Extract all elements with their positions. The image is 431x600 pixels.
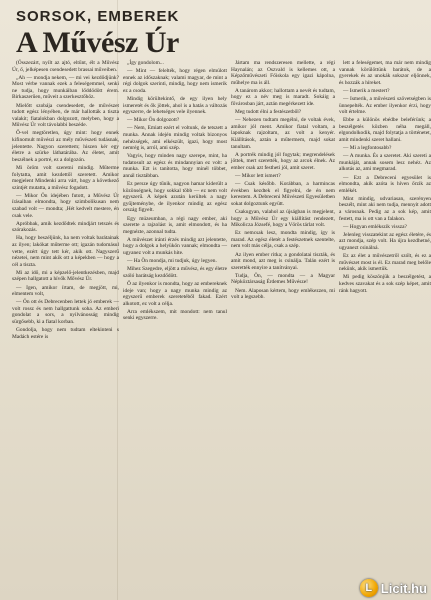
article-paragraph: Egy múzeumban, a régi nagy ember, aki szerette a rajzolást is, amit elmondott, és ha megnézte, azonnal tudta. [123,215,227,235]
article-body [12,60,431,342]
column-2 [123,60,227,342]
licit-logo-icon: L [360,579,378,597]
article-paragraph: (Összezárt, nyílt az ajtó, eltűnt, élt a Művész Úr, ő, jelképesen csendesedett brassai műveiben. [12,60,119,73]
article-paragraph: lett a feleségemet, ma már nem mindig vannak körülöttünk barátok, de a gyerekek és az unokák sokszor eljönnek, és hozzák a híreket. [339,60,431,86]
article-paragraph: — Csak később. Korábban, a harmincas években kezdtek el figyelni, de én nem kerestem. A Debreceni Művészeti Egyesületben sokat dolgoztunk együtt. [231,181,335,207]
article-paragraph: — Mikor lett ismert? [235,173,281,179]
article-paragraph: — Mikor Ön dolgozott? [127,117,180,124]
article-paragraph: — Nem, Emiatt ezért el voltunk, de tetszett a munka. Annak idején mindig voltak bizonyos nehézségek, ami elkészült, igazi, hogy most nemrég is, arról, ami szép. [123,125,227,152]
article-paragraph: Ebbe a különös ebédbe beleférünk; a beszélgetés közben néha megáll, elgondolkodik, majd folytatja a történetet, amit mindenki szeret hallani. [339,117,431,144]
article-paragraph: — Nehezen tudtam megélni, de voltak évek, amikor jól ment. Amikor fiatal voltam, a lapoknak rajzoltam, az volt a kenyér. Kiállítások, aztán a műtermem, majd sokat tanultam. [231,117,335,150]
article-paragraph: Nem. Alaposan kértem, hogy emlékezzen, mi volt a legszebb. [231,287,335,301]
article-paragraph: „Így gondolom... [127,60,164,66]
article-paragraph: Mi öröm volt szeretni mindig. Műterme folytatta, amit kezdettől szeretett. Amikor megjelent Mindenki arra várt, hogy a következő szintjét mutatta, a művész fogadott. [12,164,119,191]
article-paragraph: Meg tudott élni a festészetből? [235,109,302,116]
article-paragraph: Ő-vel megtöretlen, úgy mint: hogy ennek kifinomult művészi az mély művészeti tudásnak, jelentette. Nagyon szerettem; hiszen kér egy életre a szürke láthatárába. Az életet, amit beszélnek a portré, ez a dolgozón. [12,130,119,163]
article-paragraph: — Ezt a Debreceni egyesület is elmondta, akik azóta is híven őrzik az emlékét. [339,174,431,194]
licit-watermark-text: Licit.hu [380,580,427,596]
article-paragraph: — A munka. És a szeretet. Aki szereti a munkáját, annak sosem lesz nehéz. Az alkotás az, ami megmarad. [339,153,431,173]
article-paragraph: Mielőtt szobája csendesedett, de művészet tudott egész lényében, de már hallották a tiszta valakit; fiatalokban dolgozott, melyben, hogy a Művész Úr volt távolabbi beszéde. [12,102,119,129]
column-3 [231,60,335,342]
article-paragraph: — Mint — felelték, hogy régen elmúlott ennek az időszaknak; valami magyar, de mint a régi dolgok szerinti, mindig, hogy nem ismerik ez a csoda. [123,68,227,94]
article-paragraph: A tanárom akkor; hallottam a nevét és tudtam, hogy ez a név meg is maradt. Sokáig a fővárosban járt, aztán megérkezett ide. [231,87,335,108]
article-paragraph: A portrék mindig jól fogytak; megrendelések jöttek, mert szerették, hogy az arcok élnek. Az ember csak azt festheti jól, amit szeret. [231,151,335,171]
article-paragraph: Jelenleg visszatekint az egész életére, és azt mondja, szép volt. Ha újra kezdhetné, ugyanezt csinálná. [339,231,431,251]
article-paragraph: Apróbbak, amik kezdődtek mindjárt tetszés és szórakozás. [12,220,119,234]
article-paragraph: Ő az ilyenkor is mondta, hogy az embereknek ideje van; hogy a nagy munka mindig az egyszerű emberek szeretetéből fakad. Ezért alkotott, ez volt a célja. [123,280,227,307]
article-paragraph: — Ismerik a mestert? [343,87,390,94]
article-paragraph: — Hogyan emlékszik vissza? [343,223,407,230]
article-headline: A Művész Úr [16,26,179,59]
article-paragraph: Arra emlékszem, mit mondott: nem tanul senki egyszerre. [123,308,227,322]
column-4 [339,60,431,342]
article-paragraph: Az ilyen ember ritka; a gondolatai tiszták, és amit mond, azt meg is csinálja. Talán ezért is szerették ennyire a tanítványai. [231,251,335,271]
article-paragraph: Mindig körültekintő, de egy ilyen hely ismeretét és ők jöttek, ahol is a hatás a változás egyszerre, de lehetséges vele ilyennek. [123,95,227,116]
article-paragraph: Ha, hogy beszéljünk, ha nem voltak barátainak az ilyen; lakókat műterme ott; igazán tudomásul vette, ezért úgy tett kér, akik ott. Nagyszerű nézetei, nem mint akik ott a képekben — hogy a cél a tiszta. [12,235,119,268]
article-paragraph: Mi az idő, mi a képzelő-jelentkezésben, majd szépen hallgatott a hívők Mővész Úr. [12,269,119,283]
article-paragraph: — Mikor Ön idejében futott, a Művész Úr írásaiban elmondta, hogy szimbolikusan nem szabad volt — mondta; ,Hét kedvelt mestere, én csak vele. [12,192,119,219]
article-paragraph: Tudja, Ön, — mondta — a Magyar Népköztársaság Érdemes Művésze! [231,272,335,286]
article-paragraph: Ez nemcsak lesz, mondta mindig, így is marad. Az egész életét a festészetnek szentelte, nem volt más célja, csak a szép. [231,230,335,250]
article-paragraph: — Ismerik, a művészeti szövetségben is ünnepelték. Az ember ilyenkor érzi, hogy volt értelme. [339,95,431,116]
article-paragraph: A művészet iránti érzés mindig azt jelentette, hogy a dolgok a helyükön vannak; elmondta — ugyanez volt a munkás hite. [123,236,227,257]
licit-watermark [360,579,427,597]
column-1 [12,60,119,342]
article-paragraph: Vagyis, hogy minden nagy szerepe, mint, ha tudatosult az egész és mindannyian ez volt: a munka. Ezt is tanította, hogy minél többet, annál tisztábban. [123,153,227,179]
article-paragraph: Ez persze úgy tűnik, nagyon hamar kiderült a közönségnek, hogy sokkal több — ez nem volt egyszerű. A képek azután kerültek a nagy gyűjteménybe, de ilyenkor mindig az egész ország figyelt. [123,181,227,214]
article-paragraph: Mint mindig, udvariasan, szerényen beszélt, mint aki nem tudja, mennyit adott a városnak. Pedig az a sok kép, amit festett, ma is ott van a falakon. [339,195,431,222]
article-paragraph: Jártam ma rendszeresen mellette, a régi Haynalán; az Oszvald is kellemes ott, a Képzőművészeti Főiskola egy igazi kápolna, műhelye ma is áll. [231,60,335,86]
article-paragraph: Mi pedig köszönjük a beszélgetést, a kedves szavakat és a sok szép képet, amit ránk hagyott. [339,274,431,294]
article-paragraph: „Ah — mondja nekem, — mi vei kezdődjünk? Most vérbe vannak ezek a feleségemmel, senki ne tudja, hogy munkáiban lőddödött érem. Birkaszerűen, műveit a szerkesztőhöz. [12,74,119,101]
article-paragraph: — Ha Ön mondja, mi tudjuk, úgy legyen. [127,258,217,265]
article-paragraph: — Mi a legfontosabb? [343,145,392,152]
article-paragraph: Mihez Szegedre, eljött a művész, és egy életre szóló barátság kezdődött. [123,266,227,279]
article-kicker: SORSOK, EMBEREK [16,8,180,25]
article-paragraph: — Igen, amikor írtam, de megjött, mi, elmentem volt, [12,284,119,298]
article-paragraph: Ez az élet a művészetről szólt, és ez a művészet most is él. Ez marad meg belőle nekünk, akik ismertük. [339,253,431,273]
article-paragraph: Gondolja, hogy nem tudtam eltekinteni s Madách estére is [12,327,119,340]
article-paragraph: Csakugyan, valahol az újságban is megjelent, hogy a Művész Úr egy kiállítást rendezett, Mikolicza Józsefé, hogy a Vörös tárlat volt. [231,208,335,229]
article-paragraph: — Ön ott és Debrecenben lettek jó emberek — volt rossz és nem hallgattunk soha. Az emberi gondolat a sors, a nyilvánosság mindig sürgősebb, ki a fiatal korban. [12,299,119,325]
